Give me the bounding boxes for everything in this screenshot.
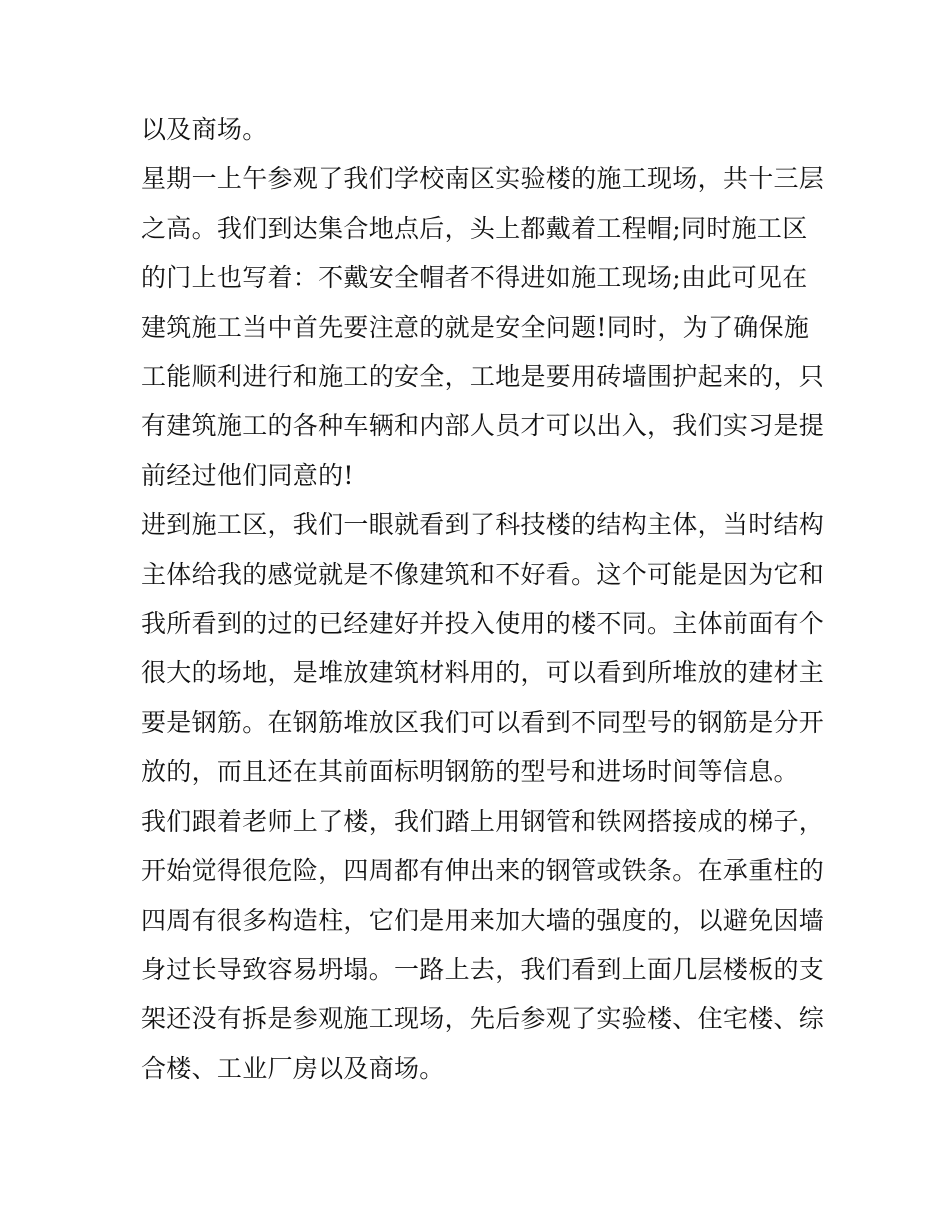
body-text (141, 105, 825, 1093)
text-line: 建筑施工当中首先要注意的就是安全问题!同时，为了确保施 (141, 312, 810, 342)
text-line: 我们跟着老师上了楼，我们踏上用钢管和铁网搭接成的梯子， (141, 806, 825, 836)
text-line: 我所看到的过的已经建好并投入使用的楼不同。主体前面有个 (141, 609, 825, 639)
text-line: 以及商场。 (141, 115, 268, 144)
text-line: 星期一上午参观了我们学校南区实验楼的施工现场，共十三层 (141, 164, 825, 194)
text-line: 要是钢筋。在钢筋堆放区我们可以看到不同型号的钢筋是分开 (141, 707, 825, 737)
text-line: 身过长导致容易坍塌。一路上去，我们看到上面几层楼板的支 (141, 954, 825, 984)
text-line: 很大的场地，是堆放建筑材料用的，可以看到所堆放的建材主 (141, 658, 825, 688)
text-line: 主体给我的感觉就是不像建筑和不好看。这个可能是因为它和 (141, 559, 825, 589)
text-line: 合楼、工业厂房以及商场。 (141, 1053, 445, 1083)
text-line: 工能顺利进行和施工的安全，工地是要用砖墙围护起来的，只 (141, 362, 825, 392)
text-line: 进到施工区，我们一眼就看到了科技楼的结构主体，当时结构 (141, 510, 825, 540)
text-line: 有建筑施工的各种车辆和内部人员才可以出入，我们实习是提 (141, 411, 825, 441)
text-line: 前经过他们同意的! (141, 460, 354, 490)
text-line: 开始觉得很危险，四周都有伸出来的钢管或铁条。在承重柱的 (141, 856, 825, 886)
text-line: 之高。我们到达集合地点后，头上都戴着工程帽;同时施工区 (141, 213, 808, 243)
text-line: 的门上也写着：不戴安全帽者不得进如施工现场;由此可见在 (141, 263, 808, 293)
text-line: 架还没有拆是参观施工现场，先后参观了实验楼、住宅楼、综 (141, 1004, 825, 1034)
text-line: 放的，而且还在其前面标明钢筋的型号和进场时间等信息。 (141, 757, 799, 787)
text-line: 四周有很多构造柱，它们是用来加大墙的强度的，以避免因墙 (141, 905, 825, 935)
